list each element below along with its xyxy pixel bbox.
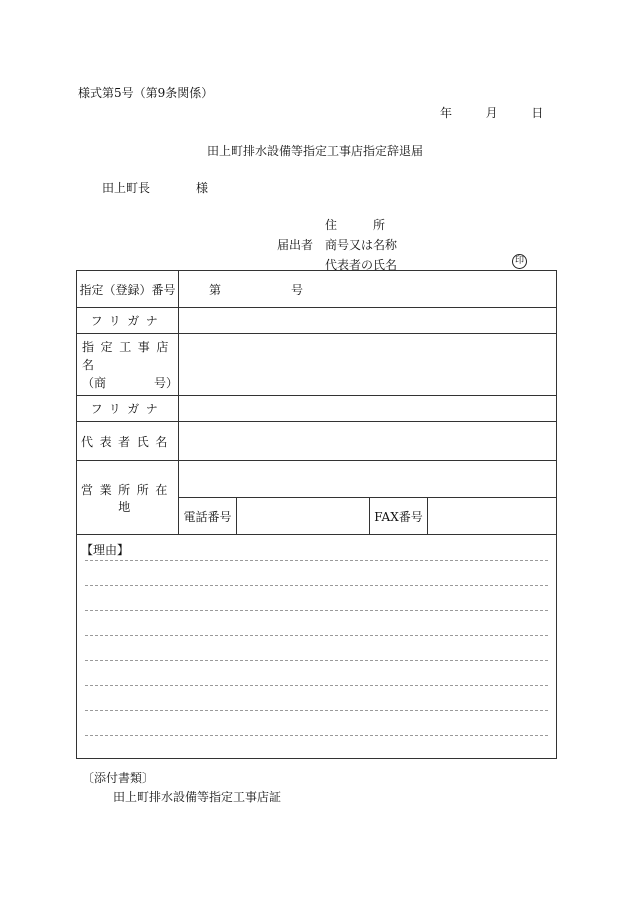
furigana-row-2 — [77, 396, 557, 422]
applicant-lead-label: 届出者 — [277, 238, 314, 252]
furigana-field-1[interactable] — [179, 308, 557, 334]
applicant-address-row[interactable] — [277, 215, 397, 235]
representative-name-row — [77, 422, 557, 461]
addressee-name: 田上町長 — [102, 181, 151, 195]
office-location-row — [77, 461, 557, 498]
store-name-row — [77, 334, 557, 396]
application-table — [76, 270, 557, 759]
reason-ruled-line — [85, 660, 548, 661]
furigana-field-2[interactable] — [179, 396, 557, 422]
representative-name-label: 代表者氏名 — [77, 422, 179, 461]
store-name-label — [77, 334, 179, 396]
designation-number-label: 指定（登録）番号 — [77, 271, 179, 308]
fax-field[interactable] — [428, 498, 556, 534]
reason-ruled-line — [85, 585, 548, 586]
date-year-field[interactable]: 年 — [440, 106, 453, 120]
form-number-label: 様式第5号（第9条関係） — [78, 86, 214, 100]
attachment-item: 田上町排水設備等指定工事店証 — [113, 790, 282, 804]
furigana-label-1: フリガナ — [77, 308, 179, 334]
furigana-label-2: フリガナ — [77, 396, 179, 422]
date-day-field[interactable]: 日 — [531, 106, 544, 120]
seal-mark-icon: 印 — [512, 254, 527, 269]
applicant-company-label: 商号又は名称 — [325, 238, 398, 252]
number-suffix: 号 — [291, 282, 304, 297]
designation-number-field[interactable] — [179, 271, 557, 308]
addressee-honorific: 様 — [196, 181, 209, 195]
date-line — [440, 104, 543, 121]
designation-number-row — [77, 271, 557, 308]
furigana-row-1 — [77, 308, 557, 334]
addressee — [102, 179, 208, 196]
applicant-company-row[interactable] — [277, 235, 397, 255]
phone-label: 電話番号 — [179, 498, 237, 534]
number-prefix: 第 — [209, 282, 222, 297]
office-location-field[interactable] — [179, 461, 557, 498]
date-month-field[interactable]: 月 — [485, 106, 498, 120]
attachments-label: 〔添付書類〕 — [82, 771, 155, 785]
contact-cell — [179, 498, 557, 535]
fax-label: FAX番号 — [370, 498, 428, 534]
office-location-label: 営業所所在地 — [77, 461, 179, 535]
store-name-label-line1: 指定工事店名 — [82, 339, 176, 372]
store-name-field[interactable] — [179, 334, 557, 396]
document-title: 田上町排水設備等指定工事店指定辞退届 — [206, 144, 423, 158]
applicant-block — [277, 215, 397, 275]
store-name-label-line2: （商 号） — [82, 375, 179, 390]
reason-field[interactable] — [77, 535, 557, 759]
reason-ruled-line — [85, 710, 548, 711]
phone-field[interactable] — [237, 498, 370, 534]
reason-ruled-line — [85, 560, 548, 561]
reason-ruled-line — [85, 735, 548, 736]
reason-label: 【理由】 — [81, 543, 130, 557]
representative-name-field[interactable] — [179, 422, 557, 461]
applicant-address-label: 住 所 — [325, 218, 386, 232]
reason-ruled-line — [85, 610, 548, 611]
reason-ruled-line — [85, 685, 548, 686]
reason-ruled-line — [85, 635, 548, 636]
reason-row — [77, 535, 557, 759]
applicant-representative-label: 代表者の氏名 — [325, 258, 398, 272]
